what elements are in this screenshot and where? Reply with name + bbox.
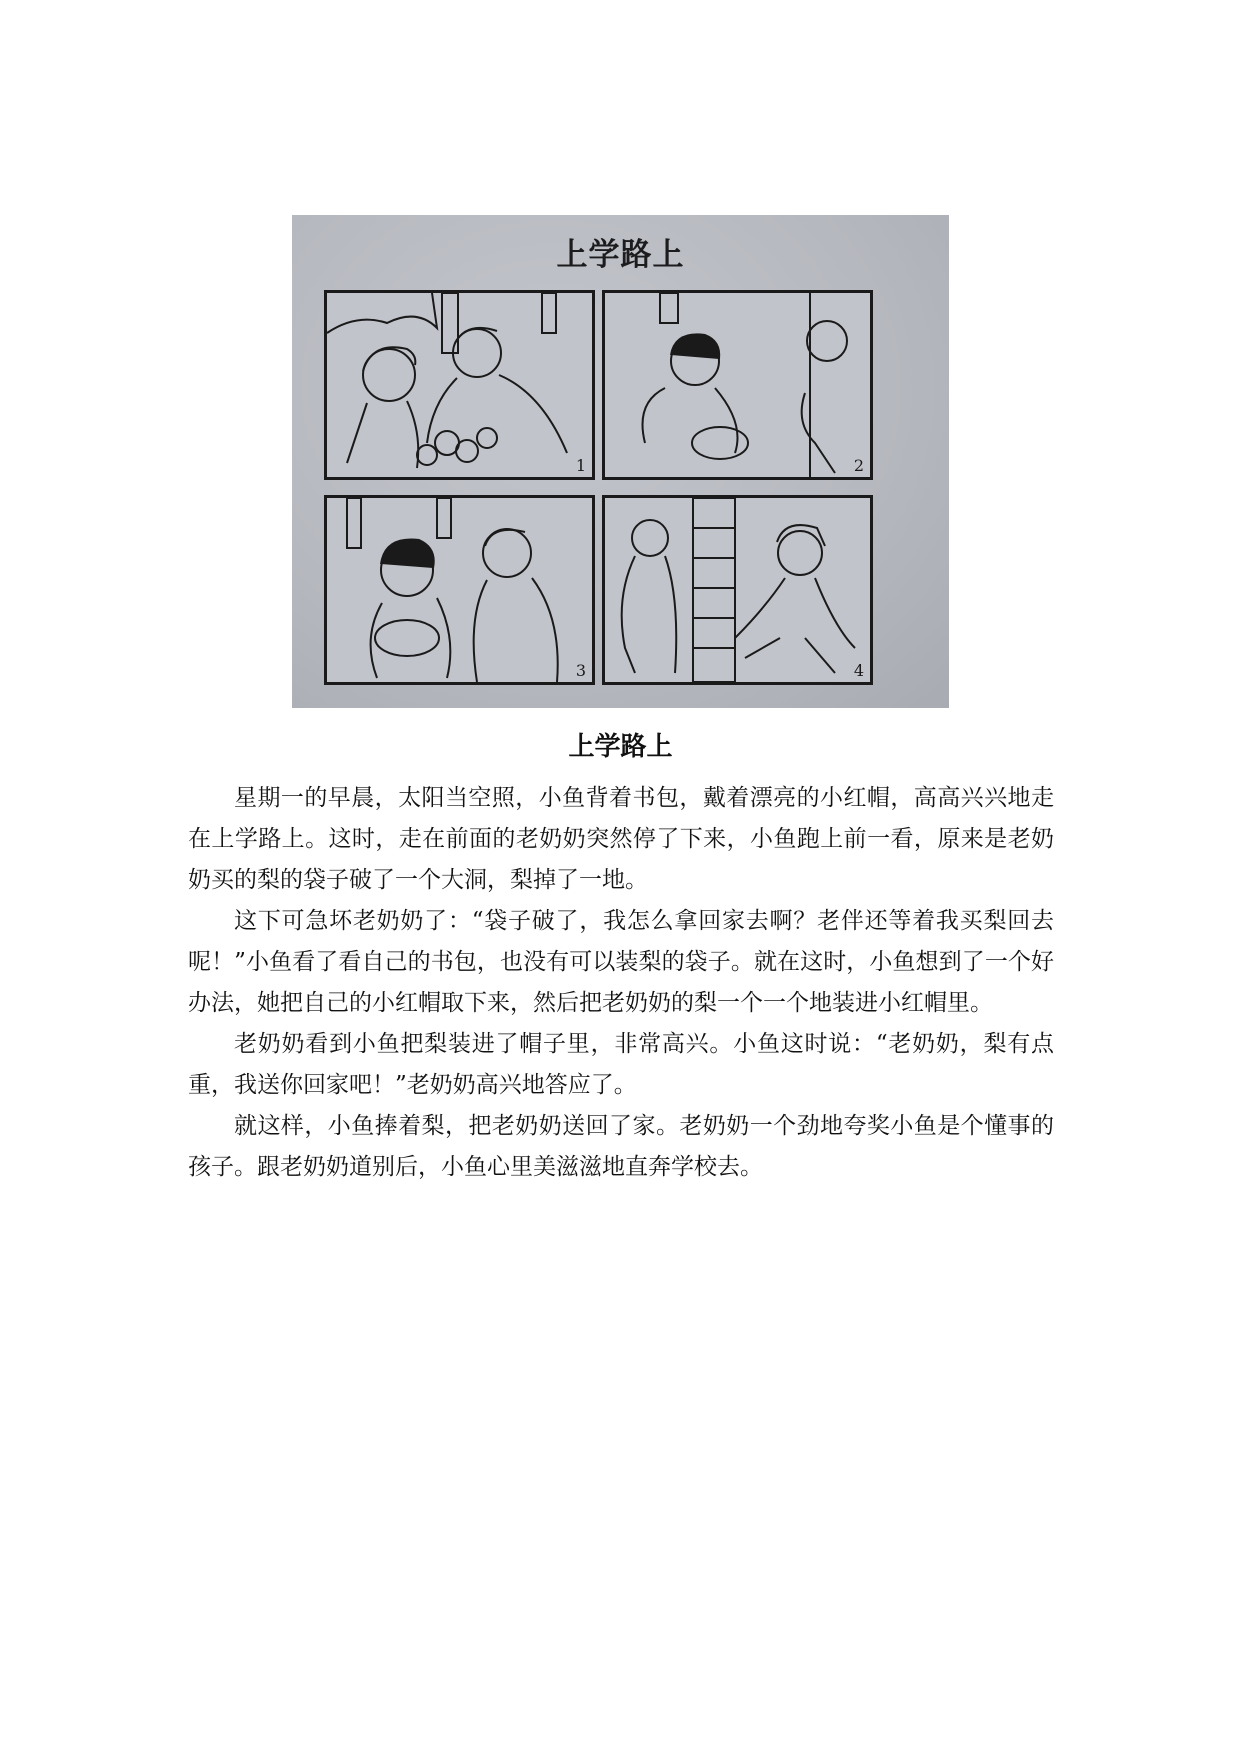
panel-number: 4 (853, 661, 864, 680)
panel-number: 3 (575, 661, 586, 680)
document-title: 上学路上 (568, 732, 673, 762)
comic-panel-1 (324, 290, 595, 480)
panel-1-illustration (327, 293, 592, 477)
panel-4-illustration (605, 498, 870, 682)
panel-number: 1 (575, 456, 586, 475)
paragraph: 这下可急坏老奶奶了：“袋子破了，我怎么拿回家去啊？老伴还等着我买梨回去呢！”小鱼看了看自己的书包，也没有可以装梨的袋子。就在这时，小鱼想到了一个好办法，她把自己的小红帽取下来，然后把老奶奶的梨一个一个地装进小红帽里。 (188, 908, 1054, 1016)
document-body (188, 778, 1054, 1188)
comic-panel-2 (602, 290, 873, 480)
comic-panel-4 (602, 495, 873, 685)
panel-number: 2 (853, 456, 864, 475)
comic-panel-3 (324, 495, 595, 685)
panel-2-illustration (605, 293, 870, 477)
panel-3-illustration (327, 498, 592, 682)
comic-title: 上学路上 (556, 237, 685, 273)
paragraph: 老奶奶看到小鱼把梨装进了帽子里，非常高兴。小鱼这时说：“老奶奶，梨有点重，我送你回家吧！”老奶奶高兴地答应了。 (188, 1031, 1054, 1098)
comic-photo (292, 215, 949, 708)
paragraph: 星期一的早晨，太阳当空照，小鱼背着书包，戴着漂亮的小红帽，高高兴兴地走在上学路上。这时，走在前面的老奶奶突然停了下来，小鱼跑上前一看，原来是老奶奶买的梨的袋子破了一个大洞，梨掉了一地。 (188, 785, 1054, 893)
paragraph: 就这样，小鱼捧着梨，把老奶奶送回了家。老奶奶一个劲地夸奖小鱼是个懂事的孩子。跟老奶奶道别后，小鱼心里美滋滋地直奔学校去。 (188, 1113, 1054, 1180)
